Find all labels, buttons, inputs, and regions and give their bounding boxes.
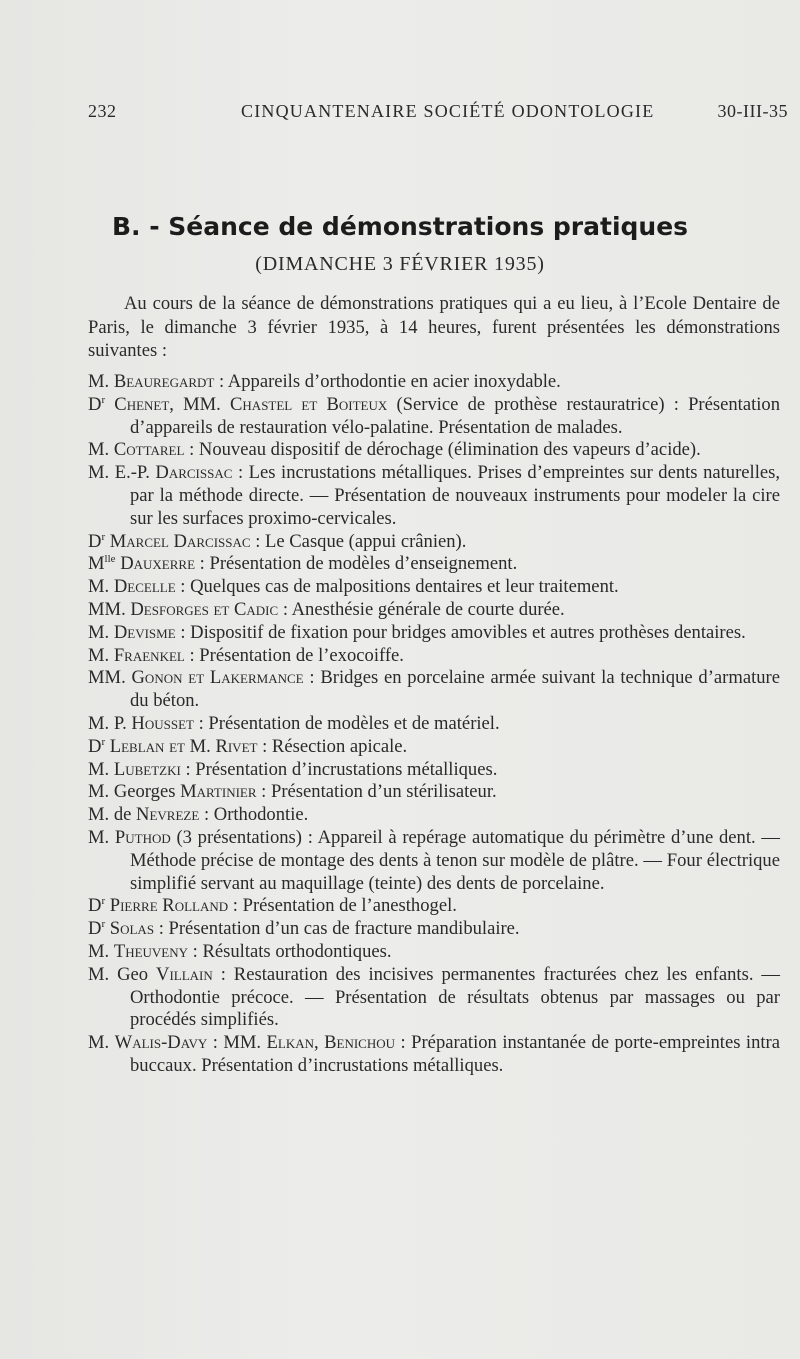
- list-item: [88, 531, 780, 554]
- presenter-name: Decelle: [113, 576, 176, 598]
- list-item: [88, 895, 780, 918]
- entry-prefix: M.: [88, 1032, 115, 1054]
- entry-description: : Préparation instantanée de porte-empreintes intra buccaux. Présentation d’incrustations métalliques.: [130, 1032, 781, 1076]
- entry-description: : Présentation de modèles et de matériel.: [193, 712, 500, 734]
- entry-prefix: D: [88, 735, 102, 757]
- presenter-name: Pierre Rolland: [105, 895, 229, 917]
- entry-prefix: D: [88, 918, 102, 940]
- intro-paragraph: Au cours de la séance de démonstrations pratiques qui a eu lieu, à l’Ecole Dentaire de Paris, le dimanche 3 février 1935, à 14 heures, furent présentées les démonstrations suivantes :: [88, 293, 780, 362]
- presenter-name: Darcissac: [155, 462, 233, 484]
- section-title: B. - Séance de démonstrations pratiques: [111, 212, 689, 241]
- presenter-name: Dauxerre: [115, 553, 196, 575]
- entry-title-superscript: r: [101, 735, 106, 748]
- presenter-name: Martinier: [180, 781, 257, 803]
- list-item: [88, 553, 780, 576]
- presenter-name: Villain: [156, 963, 213, 985]
- presenter-name: Leblan et M. Rivet: [105, 735, 258, 757]
- list-item: [88, 781, 780, 804]
- presenter-name: Beauregardt: [113, 371, 215, 392]
- page-number: 232: [88, 101, 117, 121]
- running-head: [88, 101, 788, 127]
- entry-prefix: M. Geo: [88, 963, 157, 985]
- entry-prefix: M.: [88, 371, 114, 392]
- presenter-name: Gonon et Lakermance: [131, 667, 304, 689]
- issue-date: 30-III-35: [717, 101, 788, 121]
- list-item: [88, 439, 780, 462]
- list-item: [88, 918, 780, 941]
- list-item: [88, 827, 780, 895]
- list-item: [88, 622, 780, 645]
- entry-prefix: M.: [88, 940, 114, 962]
- entry-description: : Dispositif de fixation pour bridges amovibles et autres prothèses dentaires.: [175, 621, 746, 643]
- list-item: [88, 576, 780, 599]
- entry-title-superscript: r: [101, 895, 106, 908]
- entry-description: (3 présentations) : Appareil à repérage automatique du périmètre d’une dent. — Méthode précise de montage des dents à tenon sur modèle de plâtre. — Four électrique simplifié servant au maquillage (teinte) des dents de porcelaine.: [130, 826, 780, 894]
- list-item: [88, 1032, 780, 1078]
- entry-description: : Résultats orthodontiques.: [188, 940, 392, 962]
- entry-prefix: D: [88, 393, 102, 415]
- entry-title-superscript: r: [101, 393, 106, 406]
- entry-description: : Présentation de l’exocoiffe.: [184, 644, 404, 666]
- presenter-name: Fraenkel: [113, 644, 185, 666]
- list-item: [88, 394, 780, 440]
- entry-prefix: M. P.: [88, 712, 132, 734]
- presenter-name: Marcel Darcissac: [105, 530, 251, 552]
- entry-prefix: M.: [88, 439, 114, 461]
- presenter-name: Chenet, MM. Chastel et Boiteux: [105, 393, 388, 415]
- entry-prefix: MM.: [88, 667, 132, 689]
- list-item: [88, 736, 780, 759]
- entry-prefix: M. E.-P.: [88, 462, 156, 484]
- entry-prefix: M.: [88, 758, 114, 780]
- list-item: [88, 713, 780, 736]
- list-item: [88, 667, 780, 713]
- list-item: [88, 941, 780, 964]
- entry-description: : Le Casque (appui crânien).: [250, 530, 467, 552]
- entry-prefix: M.: [88, 576, 114, 598]
- entry-description: : Appareils d’orthodontie en acier inoxydable.: [214, 371, 561, 392]
- entry-description: : Présentation de l’anesthogel.: [228, 895, 457, 917]
- entry-prefix: M.: [88, 826, 115, 848]
- presenter-name: Desforges et Cadic: [130, 598, 279, 620]
- list-item: [88, 645, 780, 668]
- list-item: [88, 964, 780, 1032]
- presenter-name: Devisme: [113, 621, 176, 643]
- presenter-name: Puthod: [114, 826, 171, 848]
- entry-description: : Présentation d’incrustations métalliques.: [180, 758, 498, 780]
- presenter-name: Nevreze: [136, 804, 200, 826]
- entry-description: : Présentation d’un cas de fracture mandibulaire.: [154, 918, 520, 940]
- entry-description: : Présentation d’un stérilisateur.: [256, 781, 497, 803]
- list-item: [88, 804, 780, 827]
- entry-description: : Restauration des incisives permanentes fracturées chez les enfants. — Orthodontie précoce. — Présentation de résultats obtenus par massages ou par procédés simplifiés.: [130, 963, 780, 1031]
- entry-prefix: D: [88, 530, 102, 552]
- entry-description: : Quelques cas de malpositions dentaires et leur traitement.: [175, 576, 619, 598]
- list-item: [88, 462, 780, 530]
- presenter-name: Walis-Davy : MM. Elkan, Benichou: [114, 1032, 396, 1054]
- entry-prefix: M.: [88, 644, 114, 666]
- entry-description: : Résection apicale.: [257, 735, 408, 757]
- presenter-name: Lubetzki: [113, 758, 181, 780]
- entry-description: : Présentation de modèles d’enseignement.: [195, 553, 518, 575]
- entry-prefix: M. Georges: [88, 781, 181, 803]
- list-item: [88, 599, 780, 622]
- entry-prefix: M: [88, 553, 105, 575]
- entry-prefix: MM.: [88, 598, 131, 620]
- entry-prefix: M.: [88, 621, 114, 643]
- entry-prefix: M. de: [88, 804, 137, 826]
- presenter-name: Cottarel: [113, 439, 185, 461]
- entry-description: : Les incrustations métalliques. Prises d’empreintes sur dents naturelles, par la méthode directe. — Présentation de nouveaux instruments pour modeler la cire sur les surfaces proximo-cervicales.: [130, 462, 781, 529]
- entry-title-superscript: lle: [104, 553, 116, 566]
- list-item: [88, 759, 780, 782]
- presenter-name: Theuveny: [113, 940, 189, 962]
- journal-title: CINQUANTENAIRE SOCIÉTÉ ODONTOLOGIE: [241, 101, 655, 121]
- entry-description: : Orthodontie.: [199, 804, 309, 826]
- entry-prefix: D: [88, 895, 102, 917]
- entry-description: : Anesthésie générale de courte durée.: [278, 598, 565, 620]
- entry-title-superscript: r: [101, 917, 106, 930]
- entry-description: : Bridges en porcelaine armée suivant la technique d’armature du béton.: [130, 667, 780, 712]
- demonstration-list: [88, 371, 780, 1078]
- section-subtitle: (DIMANCHE 3 FÉVRIER 1935): [255, 253, 545, 275]
- list-item: [88, 371, 780, 394]
- entry-description: (Service de prothèse restauratrice) : Présentation d’appareils de restauration vélo-palatine. Présentation de malades.: [130, 393, 780, 438]
- entry-description: : Nouveau dispositif de dérochage (élimination des vapeurs d’acide).: [184, 439, 701, 461]
- presenter-name: Solas: [105, 918, 155, 940]
- presenter-name: Housset: [131, 712, 194, 734]
- entry-title-superscript: r: [101, 530, 106, 543]
